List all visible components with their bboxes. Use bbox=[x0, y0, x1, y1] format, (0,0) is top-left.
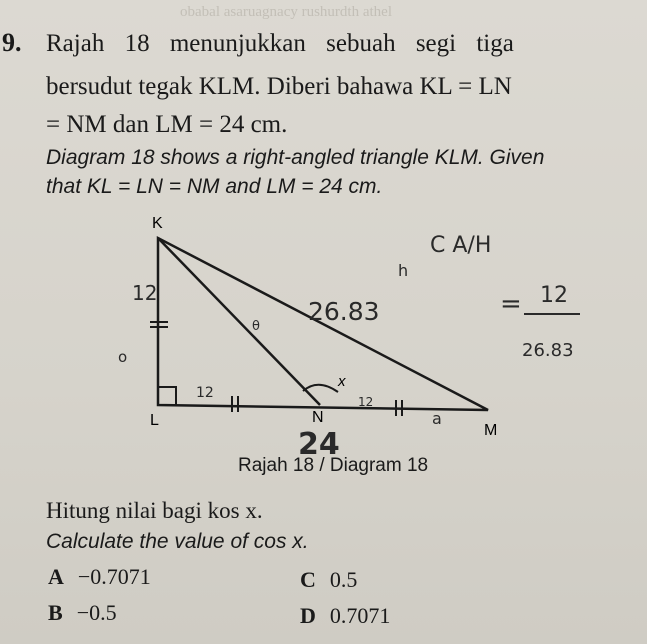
label-n: N bbox=[312, 409, 324, 426]
option-c-value: 0.5 bbox=[329, 567, 358, 592]
option-a-letter: A bbox=[48, 564, 64, 589]
option-d-letter: D bbox=[300, 603, 316, 628]
hw-fraction-den: 26.83 bbox=[522, 340, 574, 361]
label-m: M bbox=[484, 422, 498, 439]
option-b-letter: B bbox=[48, 600, 63, 625]
diagram-caption: Rajah 18 / Diagram 18 bbox=[238, 455, 429, 476]
question-number: 9. bbox=[2, 28, 22, 57]
hw-hypotenuse: 26.83 bbox=[308, 297, 380, 326]
option-c-letter: C bbox=[300, 567, 316, 592]
hw-base-total: 24 bbox=[298, 427, 340, 460]
hw-theta: θ bbox=[252, 319, 260, 334]
segment-kn bbox=[158, 238, 320, 405]
option-d[interactable] bbox=[300, 603, 390, 629]
right-angle-marker bbox=[158, 387, 176, 405]
hw-12-base-right: 12 bbox=[358, 395, 374, 409]
question-malay-line-3: = NM dan LM = 24 cm. bbox=[46, 111, 288, 138]
label-x: x bbox=[338, 373, 346, 390]
hw-ratio-top: C A/H bbox=[430, 233, 492, 258]
label-k: K bbox=[152, 215, 163, 232]
option-c[interactable] bbox=[300, 567, 357, 593]
option-a-value: −0.7071 bbox=[77, 564, 151, 589]
hw-equals: = bbox=[500, 289, 522, 319]
bleed-through-text: obabal asaruagnacy rushurdth athel bbox=[180, 4, 392, 20]
option-d-value: 0.7071 bbox=[329, 603, 391, 628]
hw-o: o bbox=[118, 348, 128, 366]
option-b[interactable] bbox=[48, 600, 117, 626]
angle-x-arc bbox=[303, 385, 338, 392]
hw-12-left: 12 bbox=[132, 281, 158, 305]
hw-fraction-num: 12 bbox=[540, 283, 568, 308]
option-b-value: −0.5 bbox=[76, 600, 117, 625]
hw-12-base-left: 12 bbox=[196, 385, 214, 401]
malay-line-2-text: bersudut tegak KLM. Diberi bahawa KL = LN bbox=[46, 73, 512, 100]
hw-a: a bbox=[432, 409, 442, 428]
triangle-diagram bbox=[0, 200, 647, 460]
question-malay-line-2 bbox=[46, 73, 512, 101]
prompt-english: Calculate the value of cos x. bbox=[46, 530, 309, 553]
label-l: L bbox=[150, 412, 159, 429]
question-malay-line-1: Rajah 18 menunjukkan sebuah segi tiga bbox=[46, 30, 514, 57]
option-a[interactable] bbox=[48, 564, 151, 590]
prompt-malay: Hitung nilai bagi kos x. bbox=[46, 498, 263, 523]
question-english-line-1: Diagram 18 shows a right-angled triangle KLM. Given bbox=[46, 146, 545, 169]
hw-h: h bbox=[398, 261, 409, 280]
question-english-line-2: that KL = LN = NM and LM = 24 cm. bbox=[46, 175, 383, 198]
